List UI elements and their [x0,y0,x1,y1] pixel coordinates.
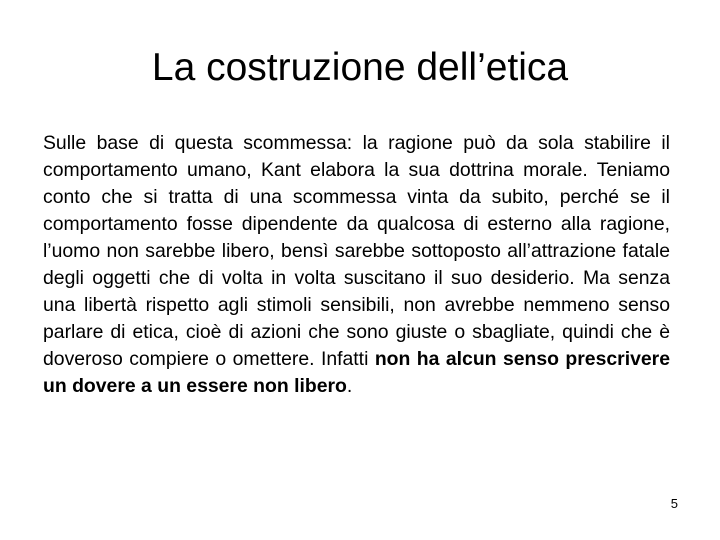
body-bold-text: non ha alcun senso prescrivere un dovere a un essere non libero [43,348,670,397]
body-trailing-text: . [346,375,353,397]
body-normal-text: Sulle base di questa scommessa: la ragione può da sola stabilire il comportamento umano, Kant elabora la sua dottrina morale. Teniamo conto che si tratta di una scommessa vinta da subito, perché se il comportamento fosse dipendente da qualcosa di esterno alla ragione, l’uomo non sarebbe libero, bensì sarebbe sottoposto all’attrazione fatale degli oggetti che di volta in volta suscitano il suo desiderio. Ma senza una libertà rispetto agli stimoli sensibili, non avrebbe nemmeno senso parlare di etica, cioè di azioni che sono giuste o sbagliate, quindi che è doveroso compiere o omettere. Infatti [43,132,670,370]
page-number: 5 [670,496,678,511]
slide-title: La costruzione dell’etica [151,46,569,89]
slide-body-paragraph [43,130,670,400]
